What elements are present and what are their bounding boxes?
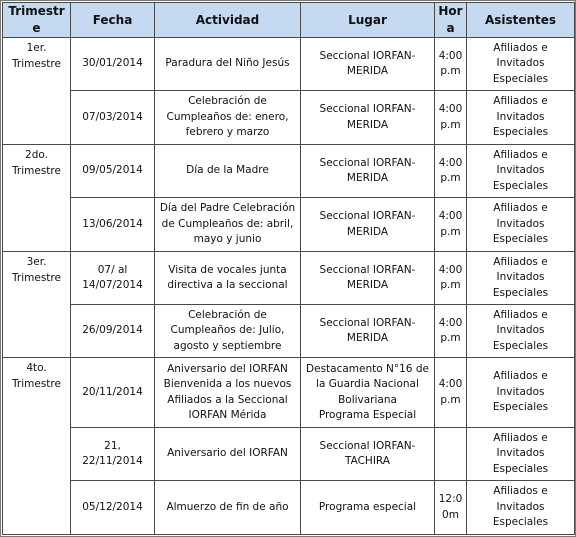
lugar-cell: Seccional IORFAN- MERIDA bbox=[301, 38, 435, 91]
lugar-cell: Seccional IORFAN- TACHIRA bbox=[301, 428, 435, 481]
asistentes-cell: Afiliados e Invitados Especiales bbox=[467, 428, 575, 481]
table-row bbox=[3, 91, 575, 145]
lugar-cell: Seccional IORFAN- MERIDA bbox=[301, 198, 435, 252]
fecha-cell: 05/12/2014 bbox=[71, 481, 155, 535]
header-asistentes: Asistentes bbox=[467, 3, 575, 38]
lugar-cell: Seccional IORFAN- MERIDA bbox=[301, 305, 435, 358]
table-row bbox=[3, 358, 575, 428]
fecha-cell: 07/ al 14/07/2014 bbox=[71, 252, 155, 305]
actividad-cell: Día del Padre Celebración de Cumpleaños de: abril, mayo y junio bbox=[155, 198, 301, 252]
header-fecha: Fecha bbox=[71, 3, 155, 38]
table-row bbox=[3, 305, 575, 358]
header-trimestre: Trimestr e bbox=[3, 3, 71, 38]
hora-cell: 4:00 p.m bbox=[435, 198, 467, 252]
hora-cell: 4:00 p.m bbox=[435, 145, 467, 198]
hora-cell: 4:00 p.m bbox=[435, 358, 467, 428]
table-row bbox=[3, 38, 575, 91]
actividad-cell: Celebración de Cumpleaños de: enero, febrero y marzo bbox=[155, 91, 301, 145]
quarter-cell: 3er. Trimestre bbox=[3, 252, 71, 358]
actividad-cell: Almuerzo de fin de año bbox=[155, 481, 301, 535]
fecha-cell: 26/09/2014 bbox=[71, 305, 155, 358]
asistentes-cell: Afiliados e Invitados Especiales bbox=[467, 305, 575, 358]
asistentes-cell: Afiliados e Invitados Especiales bbox=[467, 91, 575, 145]
table-row bbox=[3, 428, 575, 481]
hora-cell: 4:00 p.m bbox=[435, 252, 467, 305]
hora-cell: 12:0 0m bbox=[435, 481, 467, 535]
header-actividad: Actividad bbox=[155, 3, 301, 38]
hora-cell: 4:00 p.m bbox=[435, 38, 467, 91]
header-row bbox=[3, 3, 575, 38]
actividad-cell: Aniversario del IORFAN Bienvenida a los nuevos Afiliados a la Seccional IORFAN Mérida bbox=[155, 358, 301, 428]
activities-table bbox=[2, 2, 575, 535]
hora-cell: 4:00 p.m bbox=[435, 305, 467, 358]
lugar-cell: Seccional IORFAN- MERIDA bbox=[301, 91, 435, 145]
quarter-cell: 2do. Trimestre bbox=[3, 145, 71, 252]
actividad-cell: Paradura del Niño Jesús bbox=[155, 38, 301, 91]
fecha-cell: 30/01/2014 bbox=[71, 38, 155, 91]
table-row bbox=[3, 145, 575, 198]
asistentes-cell: Afiliados e Invitados Especiales bbox=[467, 198, 575, 252]
header-hora: Hor a bbox=[435, 3, 467, 38]
hora-cell: 4:00 p.m bbox=[435, 91, 467, 145]
fecha-cell: 20/11/2014 bbox=[71, 358, 155, 428]
table-row bbox=[3, 252, 575, 305]
fecha-cell: 07/03/2014 bbox=[71, 91, 155, 145]
fecha-cell: 13/06/2014 bbox=[71, 198, 155, 252]
hora-cell bbox=[435, 428, 467, 481]
asistentes-cell: Afiliados e Invitados Especiales bbox=[467, 38, 575, 91]
lugar-cell: Destacamento N°16 de la Guardia Nacional Bolivariana Programa Especial bbox=[301, 358, 435, 428]
table-row bbox=[3, 481, 575, 535]
asistentes-cell: Afiliados e Invitados Especiales bbox=[467, 252, 575, 305]
header-lugar: Lugar bbox=[301, 3, 435, 38]
quarter-cell: 4to. Trimestre bbox=[3, 358, 71, 535]
asistentes-cell: Afiliados e Invitados Especiales bbox=[467, 358, 575, 428]
table-row bbox=[3, 198, 575, 252]
lugar-cell: Seccional IORFAN- MERIDA bbox=[301, 145, 435, 198]
lugar-cell: Programa especial bbox=[301, 481, 435, 535]
lugar-cell: Seccional IORFAN- MERIDA bbox=[301, 252, 435, 305]
asistentes-cell: Afiliados e Invitados Especiales bbox=[467, 481, 575, 535]
actividad-cell: Celebración de Cumpleaños de: Julio, agosto y septiembre bbox=[155, 305, 301, 358]
actividad-cell: Día de la Madre bbox=[155, 145, 301, 198]
fecha-cell: 09/05/2014 bbox=[71, 145, 155, 198]
fecha-cell: 21, 22/11/2014 bbox=[71, 428, 155, 481]
asistentes-cell: Afiliados e Invitados Especiales bbox=[467, 145, 575, 198]
actividad-cell: Aniversario del IORFAN bbox=[155, 428, 301, 481]
actividad-cell: Visita de vocales junta directiva a la seccional bbox=[155, 252, 301, 305]
quarter-cell: 1er. Trimestre bbox=[3, 38, 71, 145]
